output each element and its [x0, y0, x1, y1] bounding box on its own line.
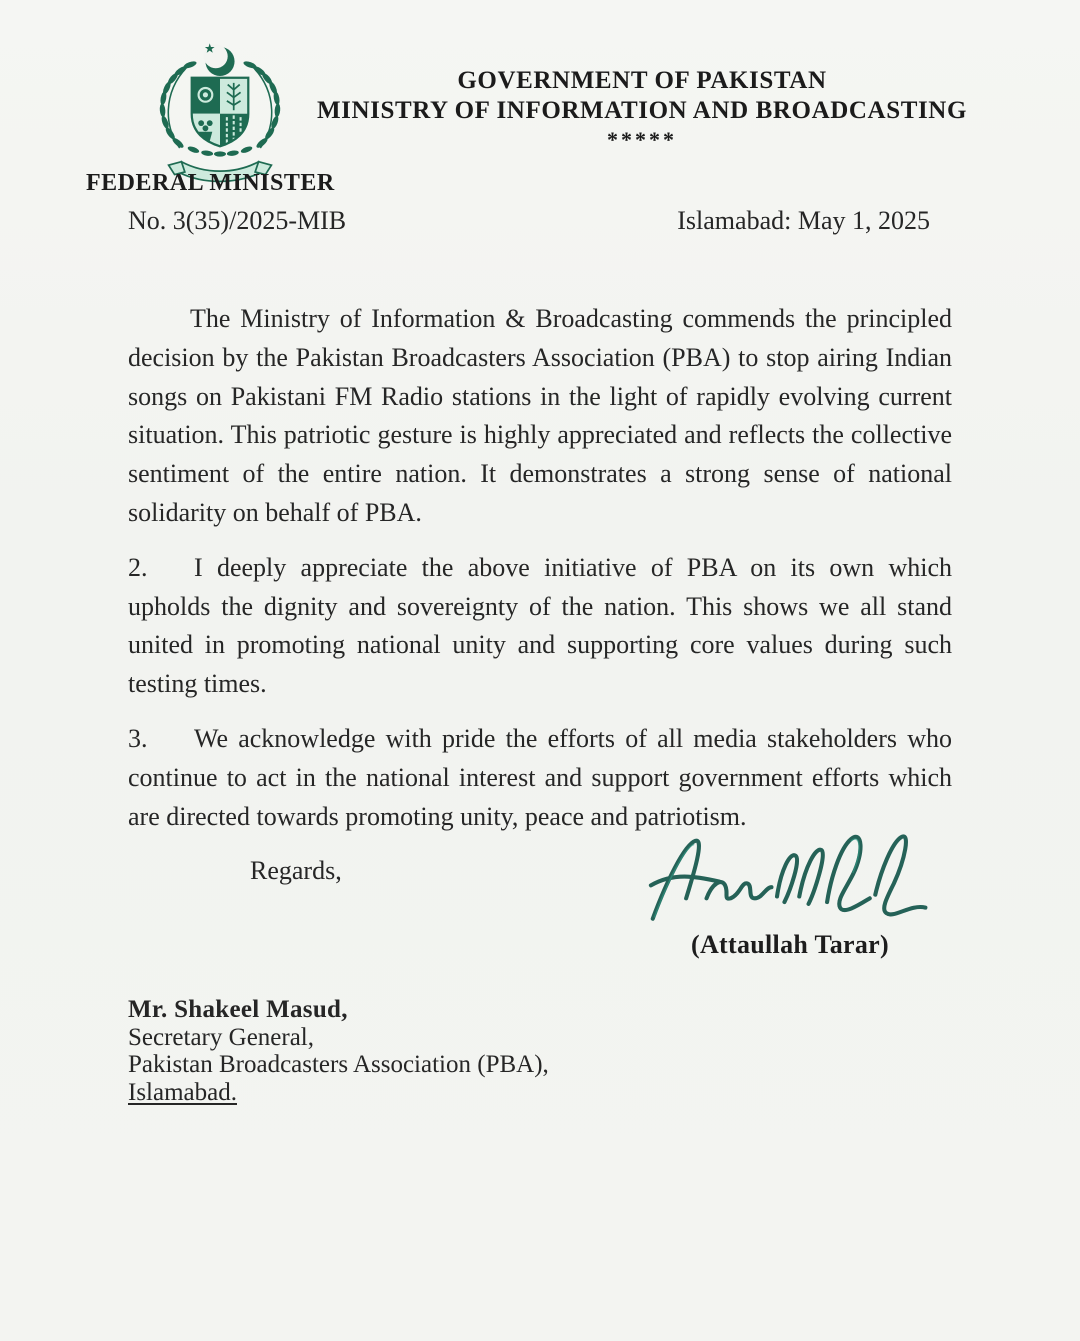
paragraph-1: The Ministry of Information & Broadcasting commends the principled decision by the Pakistan Broadcasters Association (PBA) to stop airing Indian songs on Pakistani FM Radio stations in the light of rapidly evolving current situation. This patriotic gesture is highly appreciated and reflects the collective sentiment of the entire nation. It demonstrates a strong sense of national solidarity on behalf of PBA. [128, 304, 952, 527]
paragraph-3-number: 3. [128, 723, 148, 753]
place-and-date: Islamabad: May 1, 2025 [677, 206, 930, 235]
letterhead-org-block [252, 66, 1032, 152]
signature-block [630, 826, 950, 960]
addressee-name: Mr. Shakeel Masud, [128, 996, 348, 1023]
federal-minister-label: FEDERAL MINISTER [86, 170, 335, 196]
divider-stars: ***** [607, 127, 677, 152]
paragraph-3-text: We acknowledge with pride the efforts of all media stakeholders who continue to act in the national interest and support government efforts which are directed towards promoting unity, peace and patriotism. [128, 723, 952, 831]
government-title: GOVERNMENT OF PAKISTAN [457, 67, 827, 94]
crescent-star-icon [204, 43, 235, 76]
reference-number: No. 3(35)/2025-MIB [128, 206, 347, 235]
addressee-organization: Pakistan Broadcasters Association (PBA), [128, 1051, 549, 1078]
letter-body [128, 300, 952, 891]
addressee-city: Islamabad. [128, 1078, 237, 1106]
ministry-title: MINISTRY OF INFORMATION AND BROADCASTING [316, 97, 967, 124]
paragraph-3 [128, 720, 952, 836]
addressee-title: Secretary General, [128, 1023, 314, 1051]
paragraph-2-number: 2. [128, 552, 148, 582]
handwritten-signature-icon [640, 826, 940, 928]
paragraph-2 [128, 549, 952, 704]
signatory-name: (Attaullah Tarar) [691, 930, 889, 959]
addressee-block [128, 996, 549, 1106]
closing-regards: Regards, [250, 856, 342, 886]
paragraph-2-text: I deeply appreciate the above initiative of PBA on its own which upholds the dignity and sovereignty of the nation. This shows we all stand united in promoting national unity and supporting core values during such testing times. [128, 552, 952, 699]
reference-row [128, 206, 952, 236]
